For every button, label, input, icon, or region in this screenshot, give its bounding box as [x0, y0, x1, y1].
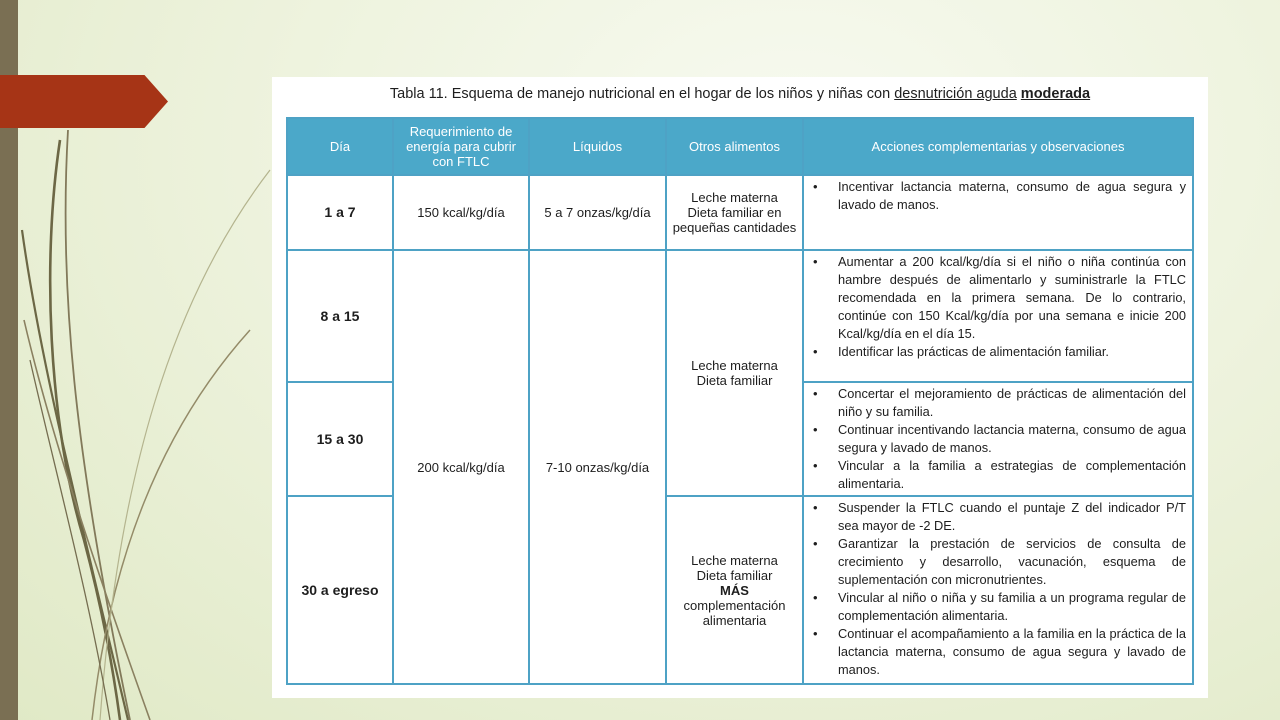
list-item: • Aumentar a 200 kcal/kg/día si el niño o niña continúa con hambre después de alimentarlo y suministrarle la FTLC recomendada en la primera semana. De lo contrario, continúe con 150 Kcal/kg/día por una semana e inicie 200 Kcal/kg/día en el día 15. — [812, 253, 1186, 343]
list-item: • Suspender la FTLC cuando el puntaje Z del indicador P/T sea mayor de -2 DE. — [812, 499, 1186, 535]
header-liquidos: Líquidos — [529, 118, 666, 175]
list-item: • Vincular al niño o niña y su familia a un programa regular de complementación alimentaria. — [812, 589, 1186, 625]
acciones-cell — [803, 175, 1193, 250]
requerimiento-cell: 150 kcal/kg/día — [393, 175, 529, 250]
table-header-row — [287, 118, 1193, 175]
title-underlined: desnutrición aguda — [894, 86, 1017, 102]
table-title: Tabla 11. Esquema de manejo nutricional en el hogar de los niños y niñas con desnutrición aguda moderada — [389, 86, 1091, 102]
table-image — [272, 77, 1208, 698]
table-row — [287, 250, 1193, 382]
nutrition-table — [286, 117, 1194, 685]
list-item: • Incentivar lactancia materna, consumo de agua segura y lavado de manos. — [812, 178, 1186, 214]
requerimiento-cell: 200 kcal/kg/día — [393, 250, 529, 684]
otros-alimentos-cell: Leche materna Dieta familiar — [666, 250, 803, 496]
header-otros-alimentos: Otros alimentos — [666, 118, 803, 175]
acciones-cell — [803, 250, 1193, 382]
dia-cell: 30 a egreso — [287, 496, 393, 684]
title-bold: moderada — [1020, 86, 1091, 102]
liquidos-cell: 5 a 7 onzas/kg/día — [529, 175, 666, 250]
title-tab-arrow — [0, 75, 168, 128]
header-dia: Día — [287, 118, 393, 175]
header-requerimiento: Requerimiento de energía para cubrir con FTLC — [393, 118, 529, 175]
table-row — [287, 175, 1193, 250]
acciones-cell — [803, 382, 1193, 496]
header-acciones: Acciones complementarias y observaciones — [803, 118, 1193, 175]
dia-cell: 15 a 30 — [287, 382, 393, 496]
list-item: • Garantizar la prestación de servicios de consulta de crecimiento y desarrollo, vacunación, esquema de suplementación con micronutrientes. — [812, 535, 1186, 589]
list-item: • Vincular a la familia a estrategias de complementación alimentaria. — [812, 457, 1186, 493]
acciones-cell — [803, 496, 1193, 684]
dia-cell: 8 a 15 — [287, 250, 393, 382]
dia-cell: 1 a 7 — [287, 175, 393, 250]
list-item: • Concertar el mejoramiento de prácticas de alimentación del niño y su familia. — [812, 385, 1186, 421]
list-item: • Identificar las prácticas de alimentación familiar. — [812, 343, 1186, 361]
otros-alimentos-cell: Leche materna Dieta familiar en pequeñas cantidades — [666, 175, 803, 250]
otros-alimentos-cell: Leche materna Dieta familiar MÁS complementación alimentaria — [666, 496, 803, 684]
liquidos-cell: 7-10 onzas/kg/día — [529, 250, 666, 684]
list-item: • Continuar incentivando lactancia materna, consumo de agua segura y lavado de manos. — [812, 421, 1186, 457]
list-item: • Continuar el acompañamiento a la familia en la práctica de la lactancia materna, consumo de agua segura y lavado de manos. — [812, 625, 1186, 679]
